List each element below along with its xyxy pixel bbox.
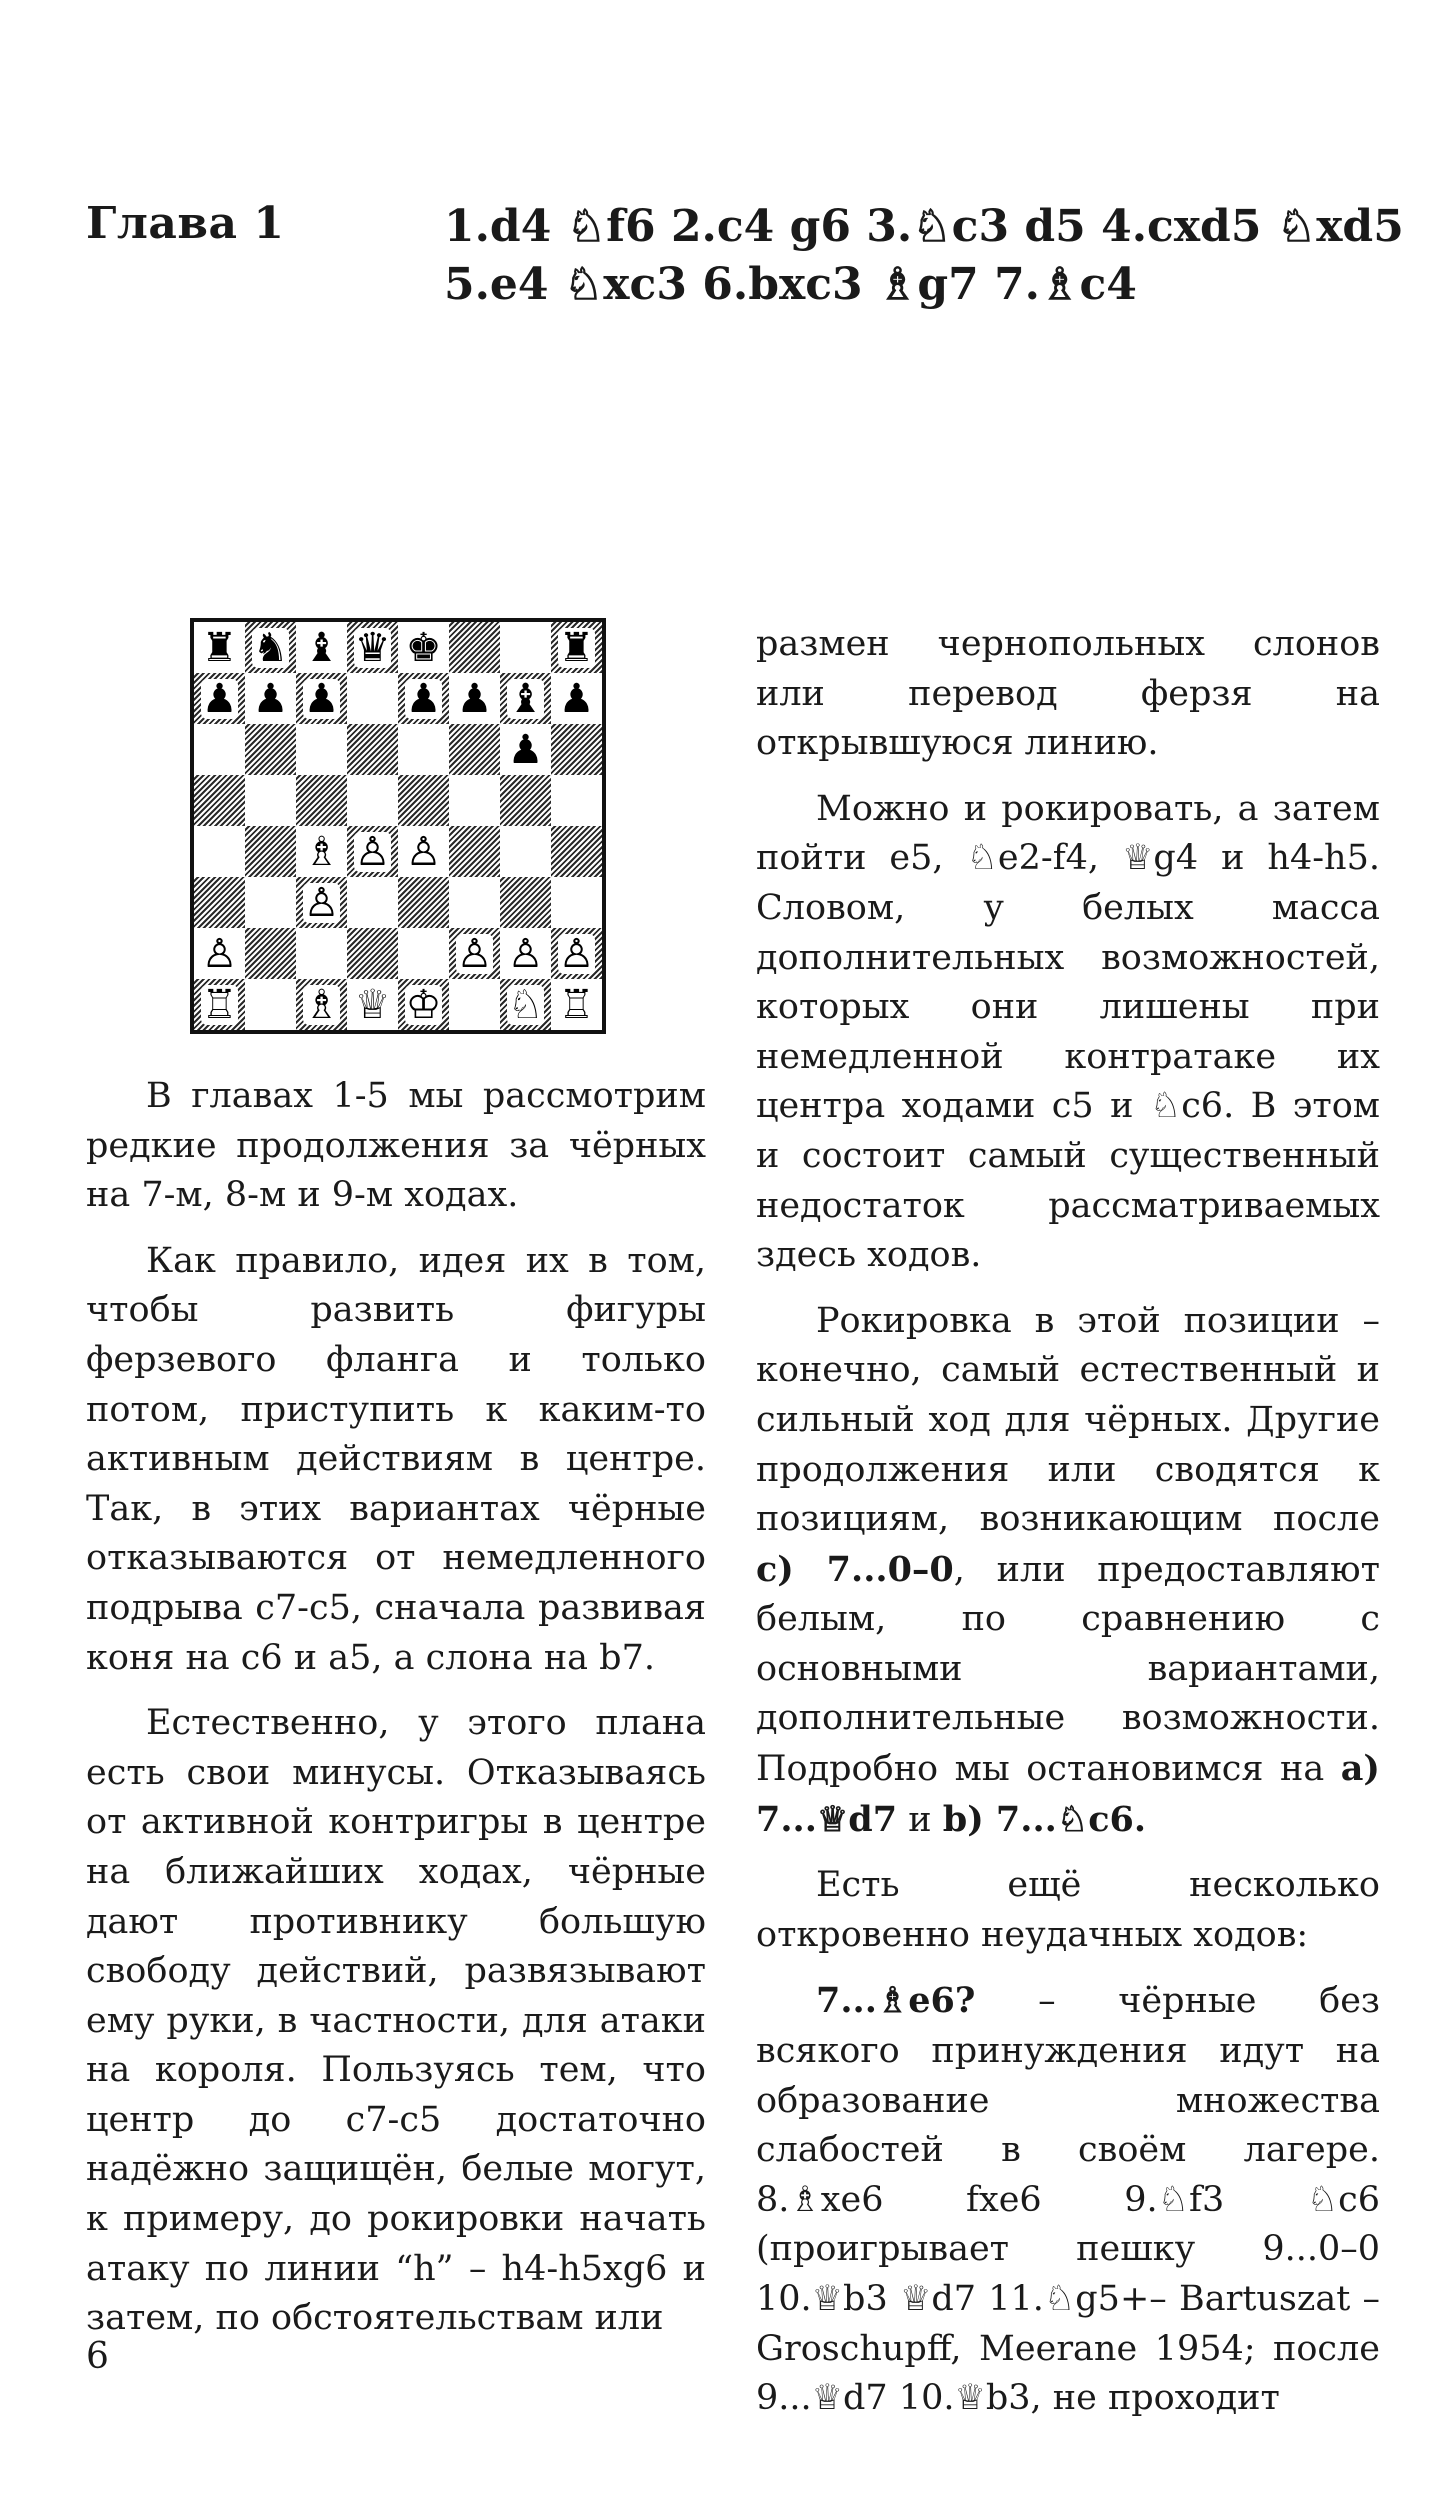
paragraph: Есть ещё несколько откровенно неудачных ходов: [756,1865,1380,1955]
square-a4 [194,826,245,877]
paragraph-text: и [897,1799,943,1840]
chess-piece: ♟ [558,675,595,722]
chess-piece: ♘ [507,981,544,1028]
chess-piece: ♖ [201,981,238,1028]
chess-piece: ♚ [405,624,442,671]
square-c3 [296,877,347,928]
square-e4 [398,826,449,877]
square-a5 [194,775,245,826]
square-f3 [449,877,500,928]
paragraph-text: . [1133,1798,1147,1840]
square-e5 [398,775,449,826]
square-d8 [347,622,398,673]
square-c4 [296,826,347,877]
paragraph-text: Рокировка в этой позиции – конечно, самый естественный и сильный ход для чёрных. Другие продолжения или сводятся к позициям, возникающим после [756,1300,1380,1540]
chess-piece: ♙ [405,828,442,875]
square-a2 [194,928,245,979]
chess-piece: ♟ [303,675,340,722]
square-d3 [347,877,398,928]
variation-a: a) 7...♕d7 [756,1748,1380,1840]
chess-piece: ♕ [354,981,391,1028]
square-a1 [194,979,245,1030]
square-c5 [296,775,347,826]
square-b3 [245,877,296,928]
chess-piece: ♜ [201,624,238,671]
square-b2 [245,928,296,979]
move-be6: 7...♗e6? [816,1980,976,2022]
square-c8 [296,622,347,673]
chess-piece: ♙ [456,930,493,977]
square-d1 [347,979,398,1030]
paragraph: Естественно, у этого плана есть свои минусы. Отказываясь от активной контригры в центре на ближайших ходах, чёрные дают противнику большую свободу действий, развязывают ему руки, в частности, для атаки на короля. Пользуясь тем, что центр до с7-с5 достаточно надёжно защищён, белые могут, к примеру, до рокировки начать атаку по линии “h” – h4-h5xg6 и затем, по обстоятельствам или [86,1703,706,2339]
chess-piece: ♟ [201,675,238,722]
square-b6 [245,724,296,775]
square-c6 [296,724,347,775]
paragraph: размен чернопольных слонов или перевод ферзя на открывшуюся линию. [756,624,1380,764]
square-d4 [347,826,398,877]
chess-piece: ♛ [354,624,391,671]
square-h1 [551,979,602,1030]
square-b7 [245,673,296,724]
chess-piece: ♜ [558,624,595,671]
square-d6 [347,724,398,775]
chapter-title-moves [444,198,1404,314]
chess-piece: ♙ [558,930,595,977]
square-d2 [347,928,398,979]
square-f5 [449,775,500,826]
square-f7 [449,673,500,724]
square-g1 [500,979,551,1030]
square-c2 [296,928,347,979]
square-e8 [398,622,449,673]
chess-piece: ♔ [405,981,442,1028]
chess-piece: ♟ [405,675,442,722]
variation-c: c) 7...0–0 [756,1548,954,1590]
chess-piece: ♗ [303,981,340,1028]
chess-piece: ♝ [303,624,340,671]
paragraph: В главах 1-5 мы рассмотрим редкие продолжения за чёрных на 7-м, 8-м и 9-м ходах. [86,1076,706,1216]
square-g6 [500,724,551,775]
square-a6 [194,724,245,775]
paragraph [756,1297,1380,1846]
square-g2 [500,928,551,979]
square-e2 [398,928,449,979]
page-number: 6 [86,2336,109,2377]
left-text-column [86,1072,706,2344]
square-d5 [347,775,398,826]
chess-piece: ♝ [507,675,544,722]
chess-piece: ♙ [354,828,391,875]
chapter-moves-line-2: 5.e4 ♘xc3 6.bxc3 ♗g7 7.♗c4 [444,259,1137,310]
square-h5 [551,775,602,826]
variation-b: b) 7...♘c6 [942,1798,1134,1840]
paragraph-text: , или предоставляют белым, по сравнению с основными вариантами, дополнительные возможности. Подробно мы остановимся на [756,1549,1380,1790]
square-g5 [500,775,551,826]
chess-piece: ♗ [303,828,340,875]
chess-piece: ♖ [558,981,595,1028]
paragraph-text: – чёрные без всякого принуждения идут на образование множества слабостей в своём лагере. 8.♗xe6 fxe6 9.♘f3 ♘c6 (проигрывает пешку 9...0–0 10.♕b3 ♕d7 11.♘g5+– Bartuszat – Groschupff, Meerane 1954; после 9...♕d7 10.♕b3, не проходит [756,1981,1380,2419]
square-f6 [449,724,500,775]
chess-piece: ♙ [303,879,340,926]
chapter-moves-line-1: 1.d4 ♘f6 2.c4 g6 3.♘c3 d5 4.cxd5 ♘xd5 [444,201,1404,252]
square-a8 [194,622,245,673]
chess-diagram [190,618,606,1034]
square-a7 [194,673,245,724]
square-f4 [449,826,500,877]
chess-piece: ♟ [252,675,289,722]
square-g3 [500,877,551,928]
square-e1 [398,979,449,1030]
square-h7 [551,673,602,724]
chess-piece: ♟ [456,675,493,722]
square-f2 [449,928,500,979]
square-e3 [398,877,449,928]
paragraph: Можно и рокировать, а затем пойти е5, ♘e2-f4, ♕g4 и h4-h5. Словом, у белых масса дополнительных возможностей, которых они лишены при немедленной контратаке их центра ходами с5 и ♘c6. В этом и состоит самый существенный недостаток рассматриваемых здесь ходов. [756,788,1380,1276]
right-text-column [756,620,1380,2424]
square-h2 [551,928,602,979]
square-g4 [500,826,551,877]
square-g8 [500,622,551,673]
square-b8 [245,622,296,673]
square-b5 [245,775,296,826]
square-c1 [296,979,347,1030]
paragraph [756,1976,1380,2423]
chess-piece: ♙ [507,930,544,977]
chess-piece: ♞ [252,624,289,671]
square-h8 [551,622,602,673]
square-d7 [347,673,398,724]
paragraph: Как правило, идея их в том, чтобы развить фигуры ферзевого фланга и только потом, приступить к каким-то активным действиям в центре. Так, в этих вариантах чёрные отказываются от немедленного подрыва с7-с5, сначала развивая коня на с6 и а5, а слона на b7. [86,1240,706,1678]
chess-board [194,622,602,1030]
chess-piece: ♟ [507,726,544,773]
chapter-label: Глава 1 [86,198,285,249]
square-g7 [500,673,551,724]
square-a3 [194,877,245,928]
square-h4 [551,826,602,877]
square-c7 [296,673,347,724]
square-f1 [449,979,500,1030]
square-h6 [551,724,602,775]
square-b4 [245,826,296,877]
square-f8 [449,622,500,673]
square-e6 [398,724,449,775]
chess-piece: ♙ [201,930,238,977]
square-e7 [398,673,449,724]
square-b1 [245,979,296,1030]
square-h3 [551,877,602,928]
